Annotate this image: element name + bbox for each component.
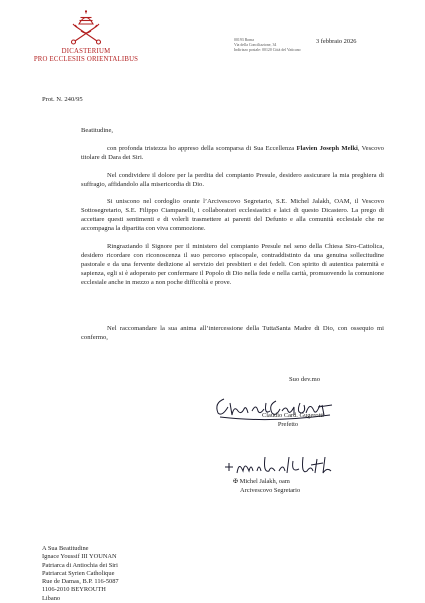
episcopal-cross-icon: ✠ <box>233 478 239 485</box>
salutation: Beatitudine, <box>81 127 114 134</box>
signatory-2-name: ✠ Michel Jalakh, oam <box>233 478 290 485</box>
deceased-name: Flavien Joseph Melki <box>296 145 358 152</box>
protocol-number: Prot. N. 240/95 <box>42 96 83 103</box>
signatory-1-name: Claudio Card. Gugerotti <box>262 412 324 419</box>
signatory-1-role: Prefetto <box>277 421 299 428</box>
recipient-address: A Sua Beatitudine Ignace Youssif III YOUNAN Patriarca di Antiochia dei Siri Patriarcat Syrien Catholique Rue de Damas, B.P. 116-5087 1106-2010 BEYROUTH Libano <box>42 545 119 602</box>
letter-date: 3 febbraio 2026 <box>316 38 357 45</box>
dicastery-address: 00193 Roma Via della Conciliazione, 34 Indirizzo postale: 00120 Città del Vaticano <box>234 38 301 52</box>
paragraph-1 <box>81 144 384 162</box>
handwritten-signature-secretary <box>219 451 339 479</box>
closing-formula: Suo dev.mo <box>289 376 321 383</box>
paragraph-1-text-b: , Vescovo titolare di Dara dei Siri. <box>81 145 384 162</box>
paragraph-5: Nel raccomandare la sua anima all’intercessione della TuttaSanta Madre di Dio, con ossequio mi confermo, <box>81 325 384 342</box>
signatory-2-role: Arcivescovo Segretario <box>240 487 301 494</box>
paragraph-2: Nel condividere il dolore per la perdita del compianto Presule, desidero assicurare la mia preghiera di suffragio, affidandolo alla misericordia di Dio. <box>81 172 384 189</box>
paragraph-1-text-a: con profonda tristezza ho appreso della scomparsa di Sua Eccellenza <box>107 145 297 152</box>
papal-crest-icon <box>66 7 106 45</box>
paragraph-3: Si uniscono nel cordoglio orante l’Arcivescovo Segretario, S.E. Michel Jalakh, OAM, il Vescovo Sottosegretario, S.E. Filippo Ciampanelli, i collaboratori ecclesiastici e laici di questo Dicastero. La prego di accettare questi sentimenti e di volerli trasmettere ai parenti del Defunto e alla comunità ecclesiale che ne accompagna la dipartita con viva commozione. <box>81 198 384 233</box>
dicastery-name: DICASTERIUM PRO ECCLESIIS ORIENTALIBUS <box>33 48 139 64</box>
paragraph-4: Ringraziando il Signore per il ministero del compianto Presule nel seno della Chiesa Siro-Cattolica, desidero ricordare con riconoscenza il suo percorso episcopale, contraddistinto da una genuina sollecitudine pastorale e da una fervente dedizione al servizio dei presbiteri e dei fedeli. Con spirito di autentica paternità e sapienza, egli si è adoperato per confermare il Popolo di Dio nella fede e nella carità, promuovendo la comunione ecclesiale anche in mezzo a non poche difficoltà e prove. <box>81 243 384 287</box>
